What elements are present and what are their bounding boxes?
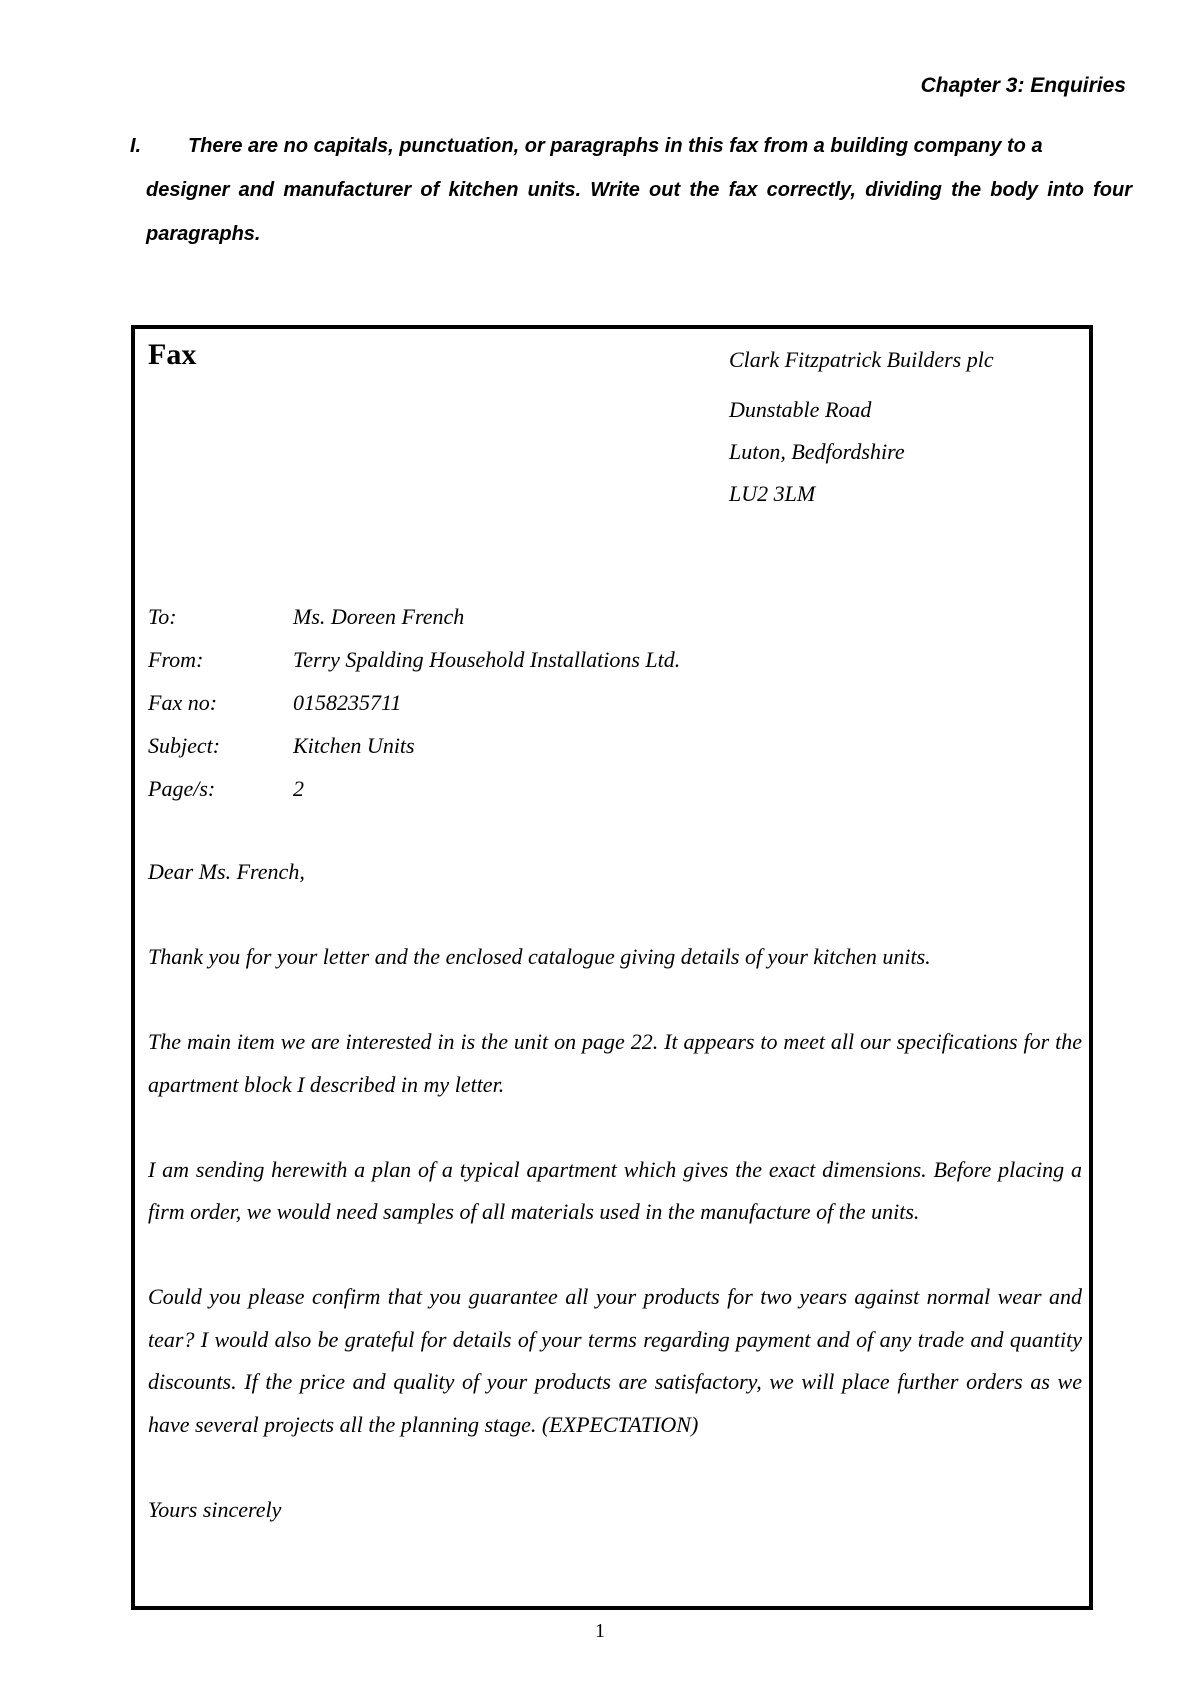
exercise-number: I. [130,135,142,157]
exercise-rest-text: designer and manufacturer of kitchen units. Write out the fax correctly, dividing the body into four paragraphs. [146,179,1132,245]
field-label: From: [148,647,204,672]
fax-body [148,851,1082,1531]
salutation: Dear Ms. French, [148,859,305,884]
body-paragraph: I am sending herewith a plan of a typical apartment which gives the exact dimensions. Before placing a firm order, we would need samples of all materials used in the manufacture of the units. [148,1156,1082,1224]
field-value: 2 [293,776,304,801]
body-paragraph: The main item we are interested in is the unit on page 22. It appears to meet all our specifications for the apartment block I described in my letter. [148,1029,1082,1097]
field-row-subject [148,724,680,767]
field-label: To: [148,604,177,629]
sender-address [729,339,994,515]
exercise-instruction [130,124,1132,256]
field-row-from [148,638,680,681]
exercise-line1-text: There are no capitals, punctuation, or paragraphs in this fax from a building company to a [188,135,1043,157]
field-value: Ms. Doreen French [293,604,465,629]
field-row-fax-no [148,681,680,724]
field-value: 0158235711 [293,690,402,715]
field-row-pages [148,767,680,810]
address-line: Dunstable Road [729,397,872,422]
body-paragraph: Could you please confirm that you guarantee all your products for two years against normal wear and tear? I would also be grateful for details of your terms regarding payment and of any trade and quantity discounts. If the price and quality of your products are satisfactory, we will place further orders as we have several projects all the planning stage. (EXPECTATION) [148,1284,1082,1437]
body-paragraph: Thank you for your letter and the enclosed catalogue giving details of your kitchen units. [148,944,931,969]
page-number: 1 [595,1620,605,1642]
field-row-to [148,595,680,638]
field-label: Page/s: [148,776,216,801]
chapter-heading: Chapter 3: Enquiries [920,74,1126,97]
field-label: Subject: [148,733,221,758]
address-line: Clark Fitzpatrick Builders plc [729,347,994,372]
fax-title: Fax [148,338,197,371]
address-line: LU2 3LM [729,481,816,506]
closing: Yours sincerely [148,1496,282,1522]
exercise-first-line [130,124,1132,168]
field-label: Fax no: [148,690,218,715]
fax-document [131,325,1093,1610]
field-value: Terry Spalding Household Installations Ltd. [293,647,681,672]
address-line: Luton, Bedfordshire [729,439,905,464]
field-value: Kitchen Units [293,733,415,758]
fax-header-fields [148,595,680,810]
